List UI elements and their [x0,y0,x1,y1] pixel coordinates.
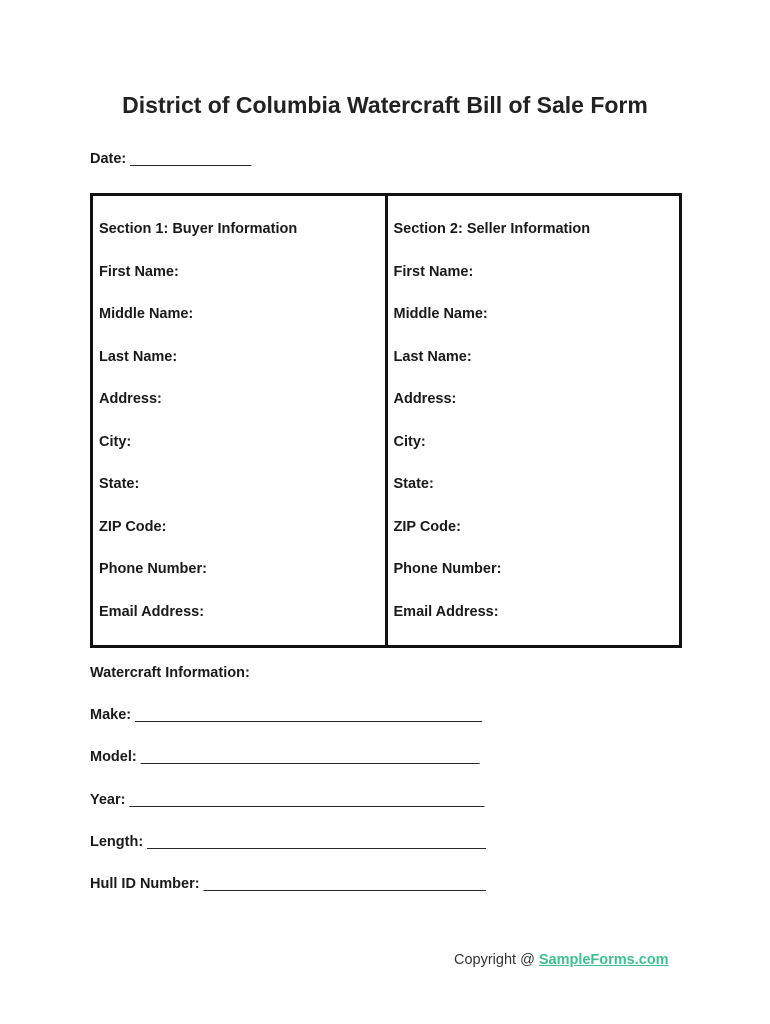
watercraft-hull-id-field [90,876,486,918]
buyer-address-label: Address: [99,391,162,407]
buyer-phone-label: Phone Number: [99,561,207,577]
year-blank: ____________________________________________ [129,791,485,808]
make-label: Make: [90,707,132,723]
model-blank: __________________________________________ [140,749,480,766]
length-blank: __________________________________________ [147,833,486,850]
model-label: Model: [90,749,137,766]
watercraft-length-field [90,834,486,876]
brand-link[interactable]: SampleForms.com [538,952,669,968]
buyer-first-name-label: First Name: [99,263,179,280]
buyer-email-label: Email Address: [99,603,205,620]
buyer-city-label: City: [99,433,132,450]
buyer-section [93,196,388,645]
seller-zip-label: ZIP Code: [393,518,461,535]
seller-phone-label: Phone Number: [393,561,502,577]
seller-email-label: Email Address: [393,603,499,620]
copyright-prefix: Copyright @ [454,952,539,968]
watercraft-model-field [90,749,486,791]
buyer-middle-name-label: Middle Name: [99,306,194,322]
date-field [90,151,251,167]
buyer-last-name-label: Last Name: [99,348,178,365]
hull-id-blank: ___________________________________ [203,876,486,893]
date-blank: _______________ [130,151,252,167]
length-label: Length: [90,833,144,850]
buyer-state-label: State: [99,476,140,492]
buyer-heading: Section 1: Buyer Information [99,221,298,237]
seller-city-label: City: [393,433,426,450]
watercraft-fields [90,707,486,918]
watercraft-make-field [90,707,486,749]
seller-last-name-label: Last Name: [393,348,472,365]
date-label: Date: [90,151,127,167]
seller-state-label: State: [393,476,434,492]
seller-section [388,196,680,645]
watercraft-heading: Watercraft Information: [90,665,250,681]
seller-first-name-label: First Name: [393,263,474,280]
copyright-footer [454,952,669,968]
buyer-zip-label: ZIP Code: [99,518,167,535]
year-label: Year: [90,791,126,808]
make-blank: ___________________________________________ [135,707,482,723]
seller-heading: Section 2: Seller Information [393,221,591,237]
seller-address-label: Address: [393,391,457,407]
party-information-table [90,193,682,648]
watercraft-year-field [90,792,486,834]
seller-middle-name-label: Middle Name: [393,306,488,322]
page-title: District of Columbia Watercraft Bill of Sale Form [122,92,648,118]
hull-id-label: Hull ID Number: [90,876,200,893]
